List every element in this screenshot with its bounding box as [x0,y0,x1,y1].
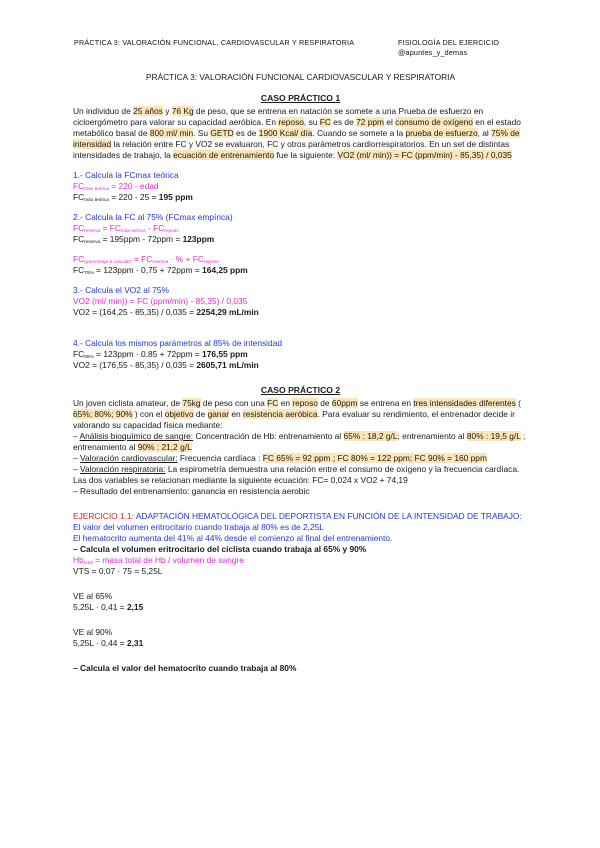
result: 123ppm [182,234,215,244]
text: - FC [145,223,165,233]
text: el [384,117,396,127]
text: en [278,398,293,408]
exercise-title [73,511,528,522]
document-subtitle: PRÁCTICA 3: VALORACIÓN FUNCIONAL CARDIOVASCULAR Y RESPIRATORIA [145,72,456,82]
header-course-title: PRÁCTICA 3: VALORACIÓN FUNCIONAL, CARDIOVASCULAR Y RESPIRATORIA [74,38,355,47]
highlight: 90% : 21,2 g/L [137,442,192,452]
text: . Su [193,128,211,138]
exercise-line-volume: El valor del volumen eritrocitario cuando trabaja al 80% es de 2,25L [73,522,324,532]
text: es de [233,128,259,138]
text: = masa total de Hb / volumen de sangre [92,555,244,565]
exercise-label: EJERCICIO 1.1: [73,511,134,521]
text: la relación entre FC y VO2 se evaluaron, FC y otros parámetros cardiorrespiratorios. En un set de distintas intensidades de trabajo, la [73,139,510,160]
ve65-result [73,602,528,613]
text: FC [73,223,85,233]
text: ) con el [132,409,165,419]
highlight: resistencia aeróbica [243,409,318,419]
highlight: 800 ml/ min [149,128,194,138]
ve90-label: VE al 90% [73,627,113,637]
highlight: FC [319,117,331,127]
subscript: reserva [84,229,101,234]
highlight: prueba de esfuerzo [405,128,478,138]
exercise-line-hematocrit: El hematocrito aumenta del 41% al 44% desde el comienzo al final del entrenamiento. [73,533,393,543]
text: de [193,409,208,419]
q3-result [73,307,528,318]
highlight: consumo de oxígeno [395,117,473,127]
q1-result [73,192,528,203]
exercise-vts: VTS = 0,07 · 75 = 5,25L [73,566,163,576]
text: 5,25L · 0,44 = [73,638,127,648]
text: y [162,106,172,116]
subscript: reposo [164,229,179,234]
text: FC [73,265,85,275]
text: en el estado metabólico basal de [73,117,521,138]
text: de [317,398,332,408]
case2-bullet-cardio [73,453,528,464]
underlined-label: Análisis bioquímico de sangre: [79,431,194,441]
text: – [73,431,80,441]
text: fue la siguiente: [274,150,338,160]
header-author-handle: @apuntes_y_demas [398,48,468,57]
ve65-label: VE al 65% [73,591,113,601]
highlight: ecuación de entrenamiento [173,150,275,160]
q3-equation: VO2 (ml/ min)) = FC (ppm/min) - 85,35) / 0,035 [73,296,248,306]
text: FC [73,192,85,202]
text: – [73,464,80,474]
text: ADAPTACIÓN HEMATOLÓGICA DEL DEPORTISTA EN FUNCIÓN DE LA INTENSIDAD DE TRABAJO: [133,511,522,521]
result: 2,15 [126,602,144,612]
text: – [73,453,80,463]
highlight: 65%; 80%; 90% [73,409,133,419]
highlight: 76 Kg [171,106,194,116]
text: ; entrenamiento al [397,431,467,441]
text: en [229,409,243,419]
subscript: 75% [84,271,94,276]
result: 176,55 ppm [202,349,248,359]
text: Hb [73,555,84,565]
text: de peso, que se entrena en natación se somete a una Prueba de esfuerzo en cicloergómetro para valorar su capacidad aeróbica. En [73,106,484,127]
q4-title: 4.- Calcula los mismos parámetros al 85% de intensidad [73,338,283,348]
q2-result-reserve [73,234,528,245]
text: es de [330,117,357,127]
text: VO2 = (176,55 - 85,35) / 0,035 = [73,360,197,370]
exercise-hb-formula [73,555,528,566]
subscript: reposo [203,260,219,265]
text: se entrena en [357,398,414,408]
subscript: (porcentaje a calcular) [84,260,132,265]
highlight: 80% : 19,5 g/L [466,431,521,441]
document-body [73,72,528,674]
highlight: FC 65% = 92 ppm ; FC 80% = 122 ppm; FC 90% = 160 ppm [262,453,487,463]
text: Concentración de Hb: entrenamiento al [193,431,344,441]
highlight: 75kg [182,398,201,408]
exercise-question-1: – Calcula el volumen eritrocitario del ciclista cuando trabaja al 65% y 90% [73,544,367,554]
highlight: 72 ppm [356,117,385,127]
text: ; entrenamiento al [73,431,526,452]
case2-bullet-blood [73,431,528,453]
result: 2,31 [126,638,144,648]
text: . Para evaluar su rendimiento, el entrenador decide ir valorando su capacidad física mediante: [73,409,515,430]
highlight: ganar [207,409,230,419]
subscript: total [83,561,93,566]
text: La espirometría demuestra una relación entre el consumo de oxígeno y la frecuencia cardíaca. Las dos variables se relacionan mediante la siguiente ecuación: FC= 0,024 x VO2 + 74,19 [73,464,520,485]
underlined-label: Valoración cardiovascular: [80,453,178,463]
text: = FC [131,254,153,264]
text: = 220 - 25 = [108,192,159,202]
underlined-label: Valoración respiratoria: [80,464,166,474]
text: VO2 = (164,25 - 85,35) / 0,035 = [73,307,197,317]
case2-bullet-resp [73,464,528,486]
result: 164,25 ppm [202,265,248,275]
highlight: FC [267,398,279,408]
highlight: 75% de intensidad [73,128,520,149]
subscript: máx teórica [84,187,109,192]
case2-intro [73,398,528,431]
text: 5,25L · 0,41 = [73,602,127,612]
text: Un individuo de [73,106,134,116]
q1-formula [73,181,528,192]
subscript: máx teórica [120,229,146,234]
text: FC [73,234,85,244]
exercise-question-2: – Calcula el valor del hematocrito cuando trabaja al 80% [73,663,297,673]
text: de peso con una [200,398,268,408]
case2-title: CASO PRÁCTICO 2 [260,385,341,395]
text: FC [73,349,85,359]
text: Un joven ciclista amateur, de [73,398,183,408]
text: , al [477,128,492,138]
text: , su [303,117,320,127]
text: . Cuando se somete a la [312,128,406,138]
highlight: reposo [278,117,304,127]
text: = 123ppm · 0,75 + 72ppm = [93,265,203,275]
q2-formula-reserve [73,223,528,234]
subscript: reserva [84,240,101,245]
header-subject [398,38,499,58]
case2-bullet-result: – Resultado del entrenamiento: ganancia en resistencia aerobic [73,486,310,496]
q3-title: 3.- Calcula el VO2 al 75% [73,285,169,295]
q4-result-vo2 [73,360,528,371]
highlight: tres intensidades diferentes [413,398,516,408]
case1-title: CASO PRÁCTICO 1 [260,93,341,103]
highlight: 65% : 18,2 g/L [343,431,398,441]
text: Frecuencia cardíaca : [177,453,263,463]
result: 195 ppm [158,192,193,202]
result: 2254,29 mL/min [196,307,259,317]
highlight: 25 años [133,106,163,116]
highlight: 1900 Kcal/ día [258,128,313,138]
q2-formula-percent [73,254,528,265]
text: = FC [100,223,121,233]
case1-intro [73,106,528,161]
subscript: 85% [84,355,94,360]
text: · % + FC [168,254,204,264]
text: ( [515,398,521,408]
q2-title: 2.- Calcula la FC al 75% (FCmax empírica) [73,212,233,222]
q4-result-fc [73,349,528,360]
text: = 123ppm · 0,85 + 72ppm = [93,349,203,359]
text: FC [73,254,85,264]
subscript: máx teórica [84,198,109,203]
q1-title: 1.- Calcula la FCmax teórica [73,170,179,180]
subscript: reserva [152,260,169,265]
text: = 220 - edad [108,181,159,191]
result: 2605,71 mL/min [196,360,259,370]
text: = 195ppm - 72ppm = [100,234,183,244]
highlight: 60ppm [331,398,358,408]
highlight: objetivo [164,409,194,419]
header-subject-name: FISIOLOGÍA DEL EJERCICIO [398,38,500,47]
highlight: GETD [210,128,234,138]
q2-result-75 [73,265,528,276]
highlight: VO2 (ml/ min)) = FC (ppm/min) - 85,35) / 0,035 [337,150,512,160]
ve90-result [73,638,528,649]
highlight: reposo [292,398,318,408]
text: FC [73,181,85,191]
